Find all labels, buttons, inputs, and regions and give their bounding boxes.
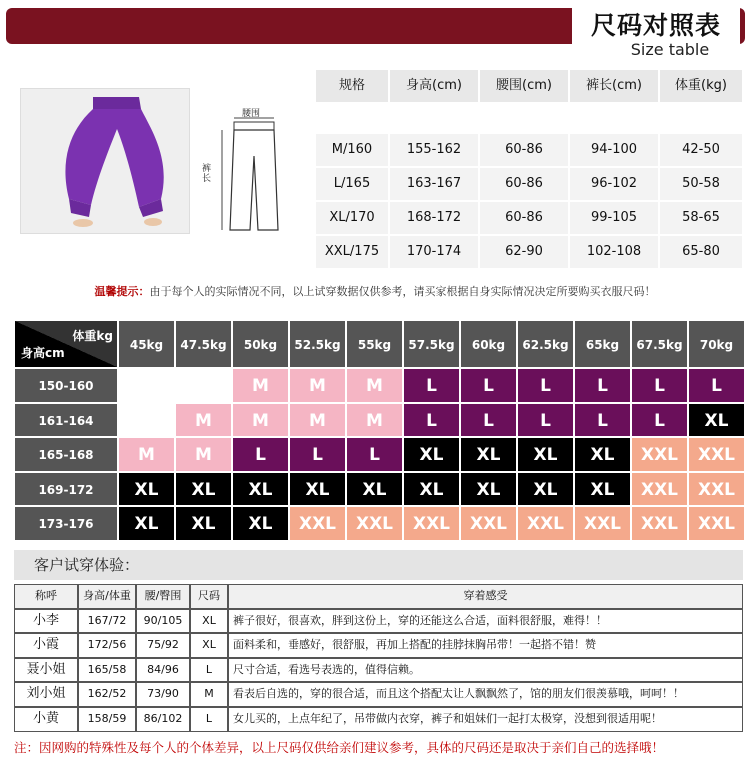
grid-weight-header: 62.5kg [517, 320, 574, 368]
waist-label: 腰围 [242, 109, 261, 119]
customer-table-cell: XL [190, 609, 228, 634]
customer-table-cell: 女儿买的，上点年纪了，吊带做内衣穿，裤子和姐妹们一起打太极穿，没想到很适用呢！ [228, 707, 743, 732]
grid-size-cell: M [232, 368, 289, 403]
grid-size-cell: XL [517, 472, 574, 507]
size-table-cell: 163-167 [390, 168, 478, 200]
grid-size-cell: XL [688, 403, 745, 438]
customer-title: 客户试穿体验： [14, 550, 743, 580]
grid-size-cell: XXL [289, 506, 346, 541]
grid-size-cell: M [118, 437, 175, 472]
size-table [316, 70, 744, 270]
customer-table-cell: 167/72 [78, 609, 136, 634]
tips-label: 温馨提示： [94, 285, 150, 298]
grid-height-header: 169-172 [14, 472, 118, 507]
grid-size-cell: XXL [688, 506, 745, 541]
grid-weight-header: 57.5kg [403, 320, 460, 368]
size-table-cell: 58-65 [660, 202, 742, 234]
customer-table-cell: 86/102 [136, 707, 190, 732]
size-table-header: 裤长(cm) [570, 70, 658, 102]
grid-height-header: 161-164 [14, 403, 118, 438]
grid-size-cell: L [460, 403, 517, 438]
grid-size-cell: XXL [460, 506, 517, 541]
grid-size-cell: XXL [631, 472, 688, 507]
size-table-cell: 65-80 [660, 236, 742, 268]
customer-table-cell: L [190, 707, 228, 732]
customer-table-cell: M [190, 682, 228, 707]
length-label: 裤长 [202, 164, 212, 184]
grid-size-cell: M [175, 437, 232, 472]
grid-size-cell: L [574, 368, 631, 403]
grid-weight-header: 45kg [118, 320, 175, 368]
grid-size-cell: XXL [574, 506, 631, 541]
page-title: 尺码对照表 [572, 6, 740, 46]
size-table-cell: 60-86 [480, 202, 568, 234]
tips [0, 283, 750, 299]
size-table-cell: 94-100 [570, 134, 658, 166]
grid-height-header: 165-168 [14, 437, 118, 472]
grid-size-cell: XXL [688, 472, 745, 507]
grid-height-header: 173-176 [14, 506, 118, 541]
grid-size-cell: L [574, 403, 631, 438]
grid-size-cell: M [289, 403, 346, 438]
size-grid [14, 320, 743, 540]
grid-size-cell: L [688, 368, 745, 403]
grid-size-cell: L [631, 368, 688, 403]
grid-size-cell: XXL [517, 506, 574, 541]
size-table-header: 规格 [316, 70, 388, 102]
customer-table-cell: 162/52 [78, 682, 136, 707]
customer-table-cell: 裤子很好，很喜欢，胖到这份上，穿的还能这么合适，面料很舒服，难得！！ [228, 609, 743, 634]
grid-weight-header: 70kg [688, 320, 745, 368]
size-table-header: 体重(kg) [660, 70, 742, 102]
size-table-cell: M/160 [316, 134, 388, 166]
grid-size-cell: XL [574, 472, 631, 507]
customer-table-cell: 75/92 [136, 633, 190, 658]
size-table-cell: 155-162 [390, 134, 478, 166]
grid-weight-header: 67.5kg [631, 320, 688, 368]
size-table-cell: 168-172 [390, 202, 478, 234]
size-table-cell: XXL/175 [316, 236, 388, 268]
customer-table-cell: 小霞 [14, 633, 78, 658]
size-table-cell: XL/170 [316, 202, 388, 234]
customer-table-header: 身高/体重 [78, 584, 136, 609]
size-table-cell: 102-108 [570, 236, 658, 268]
customer-table-cell: 面料柔和，垂感好，很舒服，再加上搭配的挂脖抹胸吊带！一起搭不错！赞 [228, 633, 743, 658]
grid-size-cell: XL [460, 437, 517, 472]
grid-size-cell: L [460, 368, 517, 403]
grid-size-cell: XL [403, 472, 460, 507]
customer-table-cell: 172/56 [78, 633, 136, 658]
grid-size-cell: XL [574, 437, 631, 472]
grid-size-cell: M [346, 368, 403, 403]
grid-weight-header: 65kg [574, 320, 631, 368]
grid-size-cell: XL [460, 472, 517, 507]
corner-height-label: 身高cm [21, 346, 65, 360]
customer-table-cell: 73/90 [136, 682, 190, 707]
grid-size-cell: XL [175, 506, 232, 541]
grid-weight-header: 52.5kg [289, 320, 346, 368]
grid-weight-header: 60kg [460, 320, 517, 368]
grid-height-header: 150-160 [14, 368, 118, 403]
grid-size-cell: XXL [631, 506, 688, 541]
size-table-cell: 170-174 [390, 236, 478, 268]
size-table-cell: 60-86 [480, 168, 568, 200]
grid-size-cell: XL [118, 472, 175, 507]
customer-table-header: 称呼 [14, 584, 78, 609]
customer-table-cell: 158/59 [78, 707, 136, 732]
grid-weight-header: 55kg [346, 320, 403, 368]
grid-size-cell: L [517, 403, 574, 438]
grid-size-cell: XXL [403, 506, 460, 541]
grid-size-cell: XXL [346, 506, 403, 541]
grid-weight-header: 50kg [232, 320, 289, 368]
grid-size-cell: XL [346, 472, 403, 507]
size-table-cell: 62-90 [480, 236, 568, 268]
size-table-cell: 99-105 [570, 202, 658, 234]
customer-table-cell: 小黄 [14, 707, 78, 732]
size-table-cell: L/165 [316, 168, 388, 200]
grid-size-cell: L [346, 437, 403, 472]
grid-weight-header: 47.5kg [175, 320, 232, 368]
customer-table-cell: L [190, 658, 228, 683]
customer-table-cell: 小李 [14, 609, 78, 634]
customer-table-header: 尺码 [190, 584, 228, 609]
size-table-cell: 60-86 [480, 134, 568, 166]
grid-size-cell: L [289, 437, 346, 472]
pants-diagram [196, 106, 296, 236]
grid-size-cell: L [403, 368, 460, 403]
customer-table-header: 腰/臀围 [136, 584, 190, 609]
grid-size-cell: M [346, 403, 403, 438]
grid-size-cell: XXL [631, 437, 688, 472]
size-table-cell: 50-58 [660, 168, 742, 200]
grid-size-cell: M [232, 403, 289, 438]
grid-size-cell: XL [289, 472, 346, 507]
size-table-header: 腰围(cm) [480, 70, 568, 102]
customer-table-cell: 聂小姐 [14, 658, 78, 683]
grid-size-cell: L [631, 403, 688, 438]
customer-table-header: 穿着感受 [228, 584, 743, 609]
grid-size-cell: M [175, 403, 232, 438]
tips-text: 由于每个人的实际情况不同，以上试穿数据仅供参考，请买家根据自身实际情况决定所要购买衣服尺码！ [149, 285, 656, 298]
grid-size-cell: L [517, 368, 574, 403]
grid-size-cell: XXL [688, 437, 745, 472]
grid-size-cell: XL [403, 437, 460, 472]
grid-size-cell: XL [517, 437, 574, 472]
grid-size-cell [175, 368, 232, 403]
customer-table-cell: 84/96 [136, 658, 190, 683]
page-subtitle: Size table [630, 40, 710, 59]
customer-table-cell: 看表后自选的，穿的很合适，而且这个搭配太让人飘飘然了，馆的朋友们很羡慕哦，呵呵！！ [228, 682, 743, 707]
customer-table-cell: 90/105 [136, 609, 190, 634]
grid-size-cell: L [232, 437, 289, 472]
customer-table-cell: 刘小姐 [14, 682, 78, 707]
grid-size-cell [118, 403, 175, 438]
grid-size-cell: XL [232, 472, 289, 507]
product-image [20, 88, 190, 234]
size-table-cell: 42-50 [660, 134, 742, 166]
grid-size-cell: XL [175, 472, 232, 507]
grid-size-cell: L [403, 403, 460, 438]
customer-table [14, 584, 743, 734]
footer-note: 注：因网购的特殊性及每个人的个体差异，以上尺码仅供给亲们建议参考，具体的尺码还是取决于亲们自己的选择哦！ [14, 740, 665, 755]
grid-corner [14, 320, 118, 368]
size-table-header: 身高(cm) [390, 70, 478, 102]
customer-table-cell: XL [190, 633, 228, 658]
customer-table-cell: 尺寸合适，看选号表选的，值得信赖。 [228, 658, 743, 683]
size-table-cell: 96-102 [570, 168, 658, 200]
grid-size-cell: M [289, 368, 346, 403]
corner-weight-label: 体重kg [72, 329, 113, 343]
grid-size-cell: XL [118, 506, 175, 541]
grid-size-cell: XL [232, 506, 289, 541]
grid-size-cell [118, 368, 175, 403]
customer-table-cell: 165/58 [78, 658, 136, 683]
